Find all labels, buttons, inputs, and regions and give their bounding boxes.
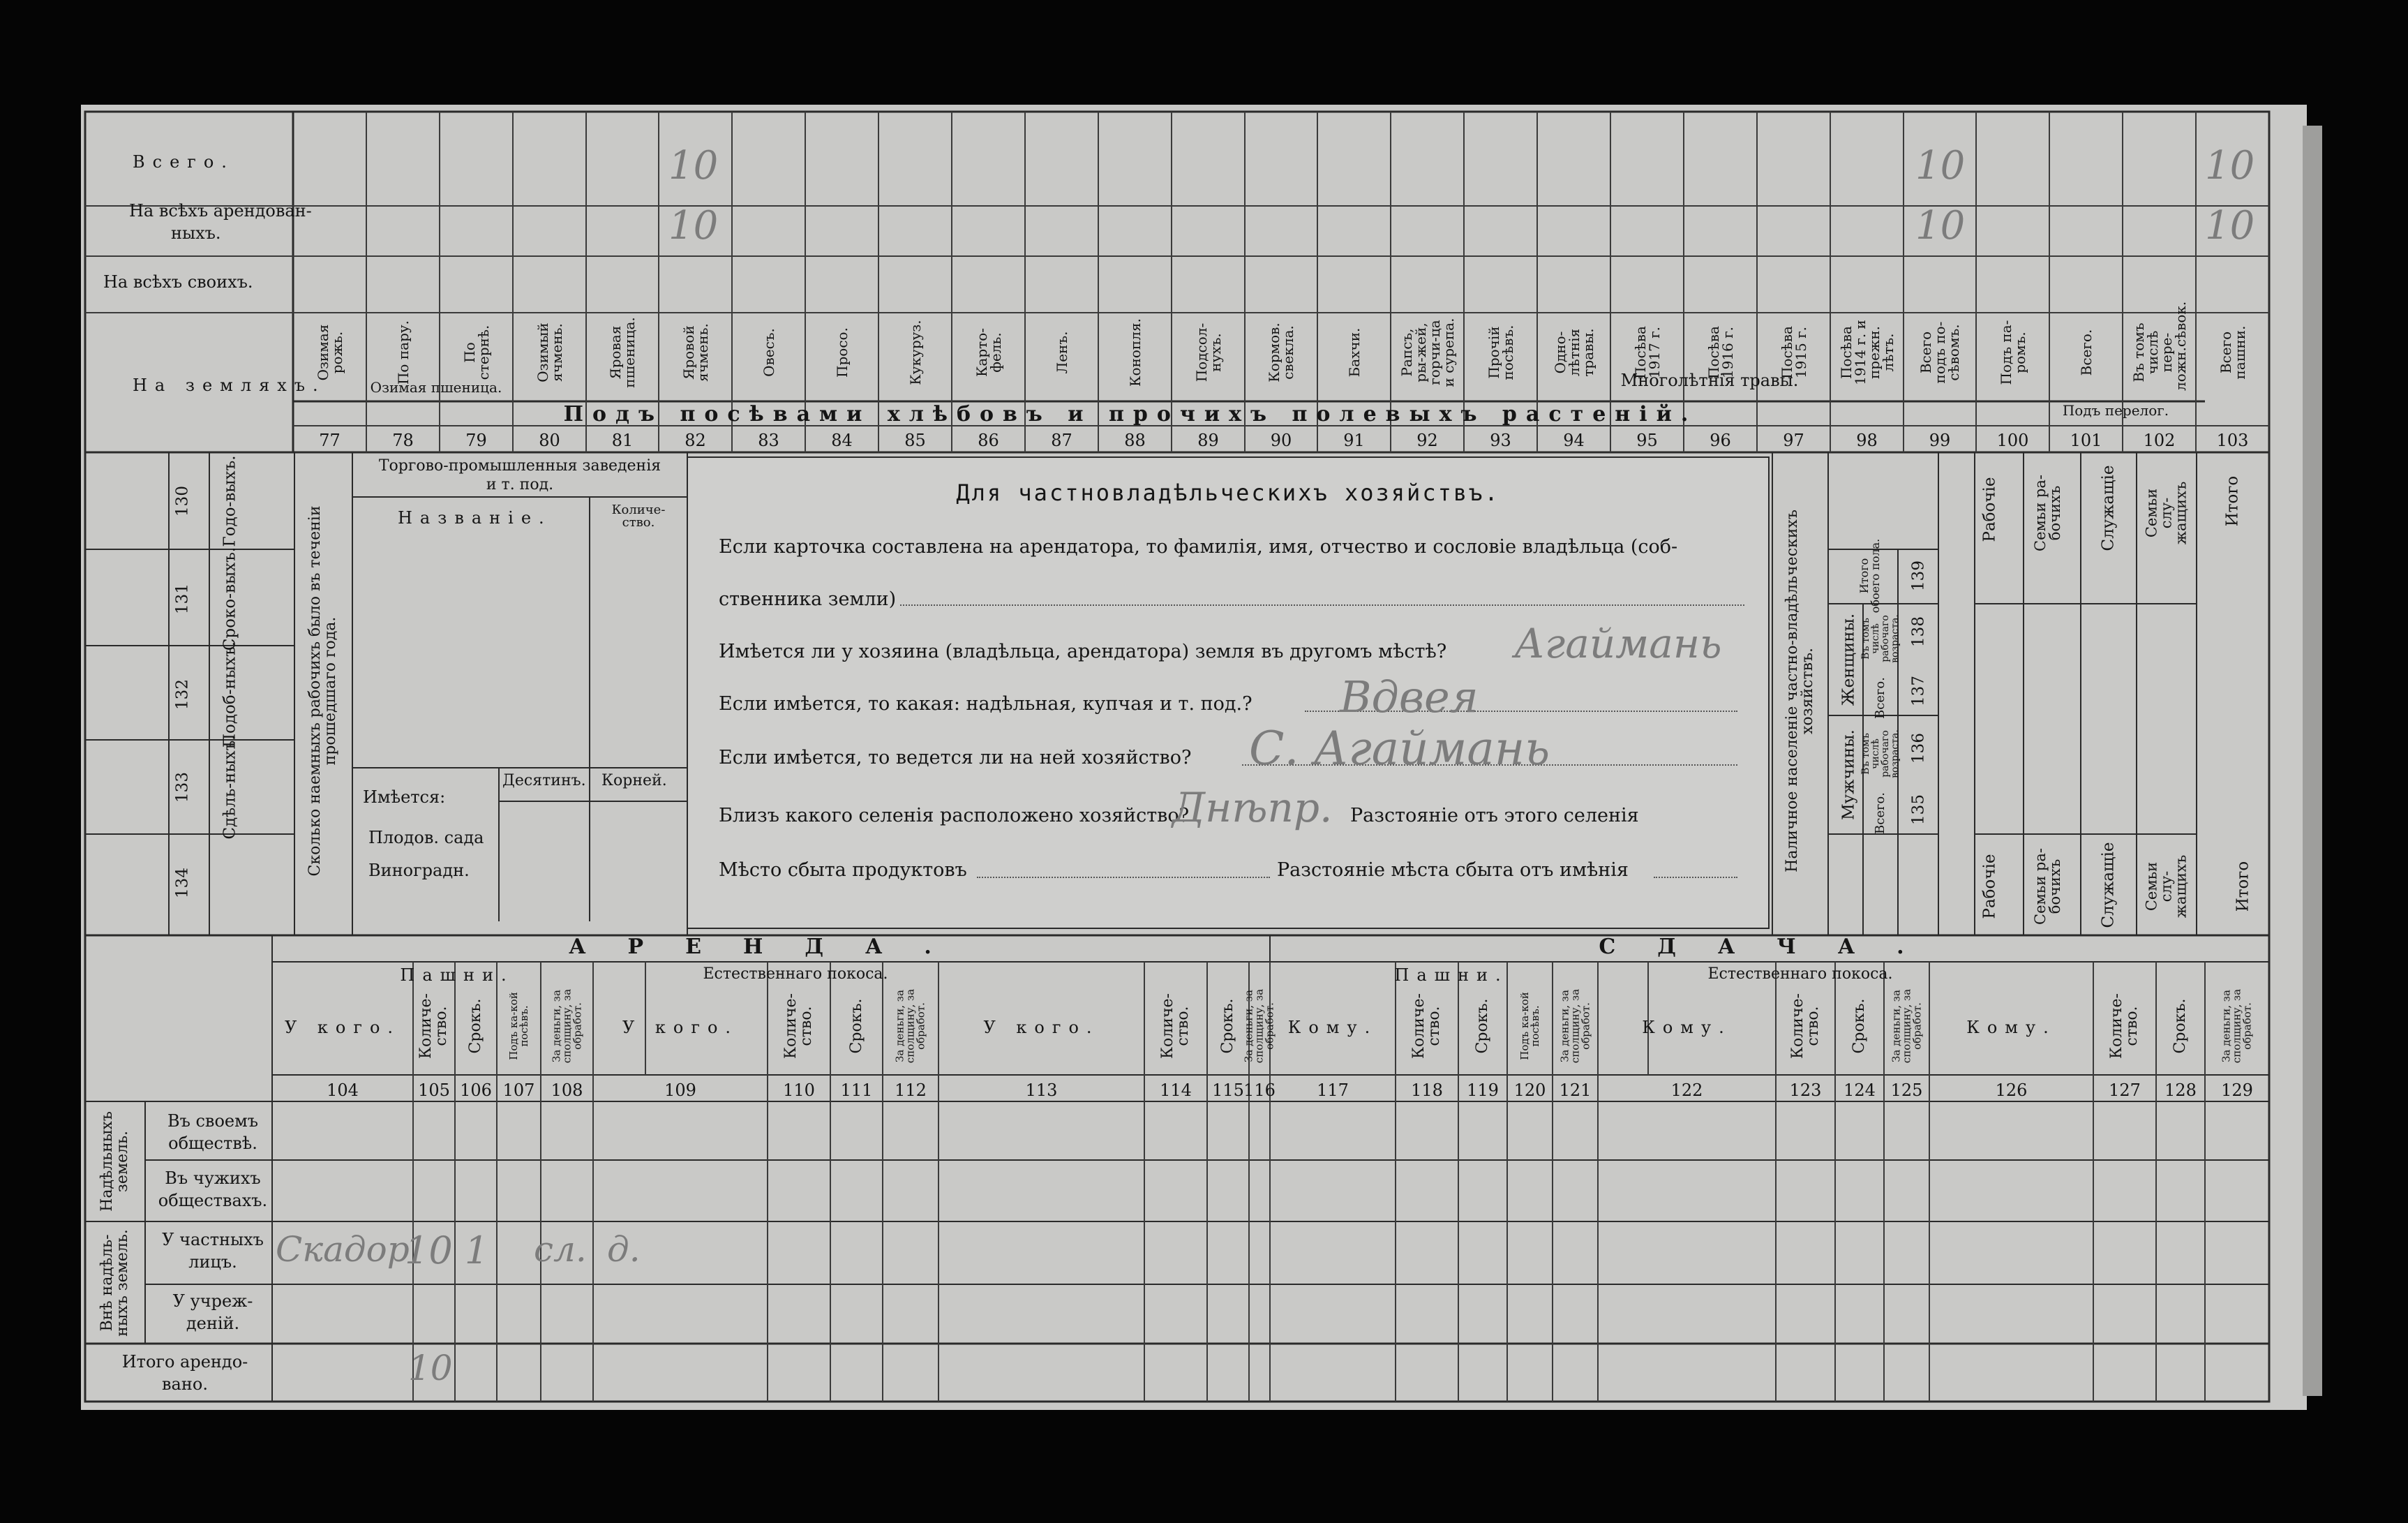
crop-header: Посѣва 1917 г. — [1631, 326, 1663, 379]
arenda-col-number: 112 — [895, 1080, 927, 1100]
arenda-col-header: Количе-ство. — [1410, 993, 1443, 1059]
crop-number: 82 — [685, 431, 706, 450]
crop-number: 94 — [1563, 431, 1585, 450]
arenda-col-header: За деньги, за сполщину, за обработ. — [550, 988, 583, 1064]
pop-col-empfam-top: Семьи слу-жащихъ — [2143, 481, 2190, 545]
arenda-banner: АРЕНДА. — [569, 935, 973, 959]
arenda-col-number: 104 — [327, 1080, 359, 1100]
arenda-col-number: 128 — [2164, 1080, 2197, 1100]
hw-a3: Вдвея — [1340, 671, 1479, 722]
label-srokovykh: Сроко-выхъ. — [220, 547, 239, 651]
arenda-col-number: 110 — [783, 1080, 815, 1100]
arenda-col-number: 108 — [551, 1080, 583, 1100]
crop-header: Посѣва 1914 г. и прежн. лѣтъ. — [1837, 320, 1897, 385]
sdacha-pashni: Пашни. — [1394, 965, 1509, 985]
hw-rented-c: 10 — [2205, 203, 2255, 248]
pop-col-employees-top: Служащіе — [2099, 465, 2118, 551]
crop-header: Подъ па-ромъ. — [1997, 320, 2028, 385]
arenda-col-number: 117 — [1317, 1080, 1349, 1100]
men-label: Мужчины. — [1839, 729, 1858, 820]
desyatin-header: Десятинъ. — [502, 772, 586, 789]
men-working: Въ томъ числѣ рабочаго возраста. — [1860, 729, 1901, 778]
trade-name-header: Названіе. — [398, 508, 552, 528]
workers-vertical: Сколько наемныхъ рабочихъ было въ теченіи прошедшаго года. — [306, 505, 339, 877]
crop-header: Всего. — [2077, 329, 2095, 376]
crop-header: По пару. — [394, 320, 412, 385]
crop-number: 97 — [1783, 431, 1804, 450]
q1b: ственника земли) — [719, 588, 897, 610]
arenda-col-header: За деньги, за сполщину, за обработ. — [1558, 988, 1592, 1064]
crop-banner: Подъ посѣвами хлѣбовъ и прочихъ полевыхъ растеній. — [563, 402, 1698, 426]
q6: Мѣсто сбыта продуктовъ — [719, 859, 967, 881]
crop-number: 103 — [2216, 431, 2249, 450]
num-139: 139 — [1909, 560, 1928, 591]
row-rented-label-1: На всѣхъ арендован- — [129, 201, 312, 221]
crop-number: 96 — [1710, 431, 1731, 450]
arenda-col-number: 127 — [2109, 1080, 2141, 1100]
arenda-col-number: 118 — [1411, 1080, 1443, 1100]
crop-number: 86 — [978, 431, 999, 450]
pop-col-employees-bottom: Служащіе — [2099, 842, 2118, 928]
arenda-col-header: Срокъ. — [2171, 998, 2189, 1054]
population-vertical: Наличное населеніе частно-владѣльческихъ хозяйствъ. — [1783, 510, 1816, 872]
arenda-col-number: 120 — [1513, 1080, 1546, 1100]
arenda-pokos: Естественнаго покоса. — [703, 965, 888, 983]
hw-total-a: 10 — [668, 143, 719, 188]
side-nadel: Надѣльныхъ земель. — [98, 1111, 131, 1212]
crop-header: Рапсъ, ры-жей, горчи-ца и сурепа. — [1398, 318, 1457, 387]
arenda-col-header: За деньги, за сполщину, за обработ. — [2220, 988, 2254, 1064]
crop-number: 99 — [1929, 431, 1951, 450]
pop-col-families-bottom: Семьи ра-бочихъ — [2032, 848, 2063, 925]
num-130: 130 — [173, 486, 192, 517]
arenda-col-number: 122 — [1670, 1080, 1703, 1100]
crop-number: 81 — [611, 431, 634, 450]
crop-header: Кукуруз. — [906, 320, 924, 385]
crop-header: Яровая пшеница. — [607, 317, 638, 388]
crop-number: 78 — [392, 431, 414, 450]
q2: Имѣется ли у хозяина (владѣльца, арендатора) земля въ другомъ мѣстѣ? — [719, 641, 1447, 662]
crop-header: Посѣва 1915 г. — [1778, 326, 1809, 379]
arenda-col-number: 107 — [502, 1080, 535, 1100]
arenda-col-number: 115 — [1212, 1080, 1244, 1100]
crop-number: 79 — [465, 431, 487, 450]
num-134: 134 — [173, 868, 192, 898]
row-total-label: Всего. — [133, 152, 234, 172]
crop-number: 90 — [1270, 431, 1292, 450]
private-title: Для частновладѣльческихъ хозяйствъ. — [956, 480, 1500, 506]
arenda-col-header: Срокъ. — [1219, 998, 1236, 1054]
crop-number: 83 — [758, 431, 779, 450]
q4: Если имѣется, то ведется ли на ней хозяйство? — [719, 747, 1192, 768]
q6b: Разстояніе мѣста сбыта отъ имѣнія — [1277, 859, 1629, 881]
q5b: Разстояніе отъ этого селенія — [1350, 805, 1639, 826]
crop-number: 91 — [1343, 431, 1365, 450]
women-label: Женщины. — [1839, 613, 1858, 706]
arenda-col-header: Срокъ. — [1850, 998, 1868, 1054]
pop-col-empfam-bottom: Семьи слу-жащихъ — [2143, 854, 2190, 919]
q3: Если имѣется, то какая: надѣльная, купчая и т. под.? — [719, 693, 1252, 715]
crop-number: 77 — [319, 431, 341, 450]
arenda-col-number: 113 — [1025, 1080, 1058, 1100]
arenda-col-header: Количе-ство. — [1159, 993, 1192, 1059]
winter-wheat-sub: Озимая пшеница. — [370, 379, 502, 396]
hw-total-b: 10 — [1915, 143, 1966, 188]
arenda-col-number: 129 — [2221, 1080, 2253, 1100]
crop-header: Озимый ячмень. — [534, 322, 565, 382]
hw-total-c: 10 — [2205, 143, 2255, 188]
arenda-col-header: Количе-ство. — [1788, 993, 1822, 1059]
arenda-col-number: 116 — [1243, 1080, 1276, 1100]
arenda-col-header: Количе-ство. — [782, 993, 815, 1059]
hw-za: д. — [607, 1229, 641, 1270]
arenda-col-header: Количе-ство. — [2108, 993, 2141, 1059]
crop-header: Просо. — [833, 327, 851, 378]
crop-header: Ленъ. — [1053, 331, 1070, 374]
arenda-col-header: Подъ ка-кой посѣвъ. — [1518, 992, 1541, 1060]
crop-number: 93 — [1490, 431, 1511, 450]
row-own-label: На всѣхъ своихъ. — [103, 272, 253, 292]
crop-header: Посѣва 1916 г. — [1705, 326, 1736, 379]
women-working: Въ томъ числѣ рабочаго возраста. — [1860, 614, 1901, 663]
women-total: Всего. — [1873, 677, 1887, 719]
row-institutions: У учреж-деній. — [172, 1291, 253, 1334]
q6b-line — [1654, 877, 1737, 878]
pop-col-workers-bottom: Рабочіе — [1980, 854, 1999, 919]
num-136: 136 — [1909, 733, 1928, 764]
arenda-col-number: 125 — [1890, 1080, 1923, 1100]
hw-rented-b: 10 — [1915, 203, 1966, 248]
crop-number: 102 — [2143, 431, 2176, 450]
q1-line — [900, 604, 1744, 606]
pop-col-total-bottom: Итого — [2234, 861, 2252, 912]
arenda-col-number: 109 — [664, 1080, 696, 1100]
trade-title-1: Торгово-промышленныя заведенія — [378, 457, 661, 475]
arenda-col-number: 105 — [418, 1080, 450, 1100]
num-137: 137 — [1909, 676, 1928, 706]
crop-number: 85 — [904, 431, 926, 450]
hw-srok: сл. — [534, 1229, 587, 1270]
hw-a2: Агаймань — [1514, 620, 1722, 667]
arenda-col-header: У кого. — [983, 1018, 1100, 1037]
q6-line — [977, 877, 1270, 878]
row-own-society: Въ своемъ обществѣ. — [167, 1111, 259, 1154]
pop-col-total-top: Итого — [2223, 475, 2242, 527]
trade-title-2: и т. под. — [486, 476, 554, 493]
arenda-col-header: Кому. — [1966, 1018, 2056, 1037]
num-132: 132 — [173, 679, 192, 710]
crop-header: Подсол-нухъ. — [1192, 322, 1224, 382]
row-private-persons: У частныхъ лицъ. — [162, 1230, 264, 1272]
has-label: Имѣется: — [363, 787, 446, 807]
num-131: 131 — [173, 584, 192, 614]
arenda-col-header: Кому. — [1287, 1018, 1378, 1037]
crop-number: 92 — [1416, 431, 1438, 450]
roots-header: Корней. — [601, 772, 667, 789]
arenda-col-header: За деньги, за сполщину, за обработ. — [1890, 988, 1923, 1064]
hw-a4: С. Агаймань — [1249, 722, 1550, 775]
label-sdelnykh: Сдѣль-ныхъ. — [220, 735, 239, 840]
arenda-col-number: 121 — [1559, 1080, 1592, 1100]
hw-rented-a: 10 — [668, 203, 719, 248]
hw-a5: Днѣпр. — [1172, 784, 1333, 831]
label-podennykh: Подоб-ныхъ. — [220, 641, 239, 748]
row-total-rented: Итого арендо-вано. — [121, 1352, 248, 1395]
arenda-col-header: У кого. — [284, 1018, 401, 1037]
arenda-pashni: Пашни. — [400, 965, 514, 985]
crop-header: Конопля. — [1126, 318, 1144, 387]
hw-qty: 10 1 — [405, 1228, 489, 1272]
row-on-lands-label: На земляхъ. — [133, 376, 326, 395]
crop-header: Въ томъ числѣ пере-ложн.сѣвок. — [2130, 301, 2189, 391]
arenda-col-header: Срокъ. — [847, 998, 865, 1054]
q1a: Если карточка составлена на арендатора, то фамилія, имя, отчество и сословіе владѣльца (соб- — [719, 536, 1678, 558]
vineyard-label: Виноградн. — [368, 861, 470, 880]
row-other-society: Въ чужихъ обществахъ. — [158, 1168, 268, 1211]
crop-header: Всего подъ по-сѣвомъ. — [1917, 321, 1962, 384]
arenda-col-number: 114 — [1160, 1080, 1192, 1100]
crop-header: Бахчи. — [1345, 327, 1363, 378]
crop-number: 89 — [1197, 431, 1219, 450]
crop-header: По стернѣ. — [461, 325, 492, 380]
arenda-col-header: За деньги, за сполщину, за обработ. — [893, 988, 927, 1064]
pop-col-workers-top: Рабочіе — [1980, 477, 1999, 542]
crop-header: Одно-лѣтнія травы. — [1551, 328, 1596, 377]
sum-both: Итого обоего пола. — [1857, 538, 1882, 614]
label-godovykh: Годо-выхъ. — [220, 455, 239, 547]
crop-number: 87 — [1051, 431, 1072, 450]
crop-number: 80 — [539, 431, 560, 450]
crop-number: 100 — [1996, 431, 2029, 450]
arenda-col-number: 124 — [1844, 1080, 1876, 1100]
orchard-label: Плодов. сада — [368, 828, 484, 847]
arenda-col-header: Срокъ. — [467, 998, 484, 1054]
crop-header: Карто-фель. — [973, 327, 1004, 378]
crop-number: 101 — [2070, 431, 2102, 450]
men-total: Всего. — [1873, 792, 1887, 834]
arenda-col-number: 119 — [1467, 1080, 1499, 1100]
crop-header: Всего пашни. — [2217, 325, 2248, 380]
trade-qty-header: Количе-ство. — [611, 503, 666, 530]
crop-header: Яровой ячмень. — [680, 323, 711, 382]
num-133: 133 — [173, 772, 192, 803]
perennial-sub: Многолѣтнія травы. — [1620, 371, 1799, 390]
side-vne: Внѣ надѣль-ныхъ земель. — [98, 1229, 131, 1337]
sdacha-banner: СДАЧА. — [1599, 935, 1946, 959]
arenda-col-header: За деньги, за сполщину, за обработ. — [1242, 988, 1276, 1064]
hw-ukogo: Скадор — [276, 1229, 410, 1270]
sdacha-pokos: Естественнаго покоса. — [1707, 965, 1893, 983]
arenda-col-header: Количе-ство. — [417, 993, 450, 1059]
arenda-col-header: Подъ ка-кой посѣвъ. — [507, 992, 530, 1060]
pop-col-families-top: Семьи ра-бочихъ — [2032, 475, 2063, 551]
crop-header: Кормов. свекла. — [1266, 322, 1296, 382]
row-rented-label-2: ныхъ. — [171, 223, 221, 243]
arenda-col-number: 111 — [840, 1080, 873, 1100]
crop-number: 98 — [1856, 431, 1878, 450]
arenda-col-header: У кого. — [622, 1018, 739, 1037]
crop-number: 95 — [1636, 431, 1658, 450]
arenda-col-number: 126 — [1995, 1080, 2028, 1100]
hw-total: 10 — [408, 1348, 453, 1388]
crop-header: Озимая рожь. — [314, 324, 345, 381]
crop-number: 84 — [831, 431, 853, 450]
crop-header: Прочій посѣвъ. — [1485, 325, 1516, 380]
arenda-col-number: 106 — [460, 1080, 492, 1100]
num-135: 135 — [1909, 794, 1928, 825]
q5: Близъ какого селенія расположено хозяйство? — [719, 805, 1190, 826]
num-138: 138 — [1909, 616, 1928, 647]
crop-header: Овесъ. — [760, 328, 777, 377]
arenda-col-number: 123 — [1789, 1080, 1822, 1100]
fallow-sub: Подъ перелог. — [2062, 402, 2169, 419]
crop-number: 88 — [1124, 431, 1146, 450]
arenda-col-header: Срокъ. — [1474, 998, 1491, 1054]
arenda-col-header: Кому. — [1642, 1018, 1732, 1037]
